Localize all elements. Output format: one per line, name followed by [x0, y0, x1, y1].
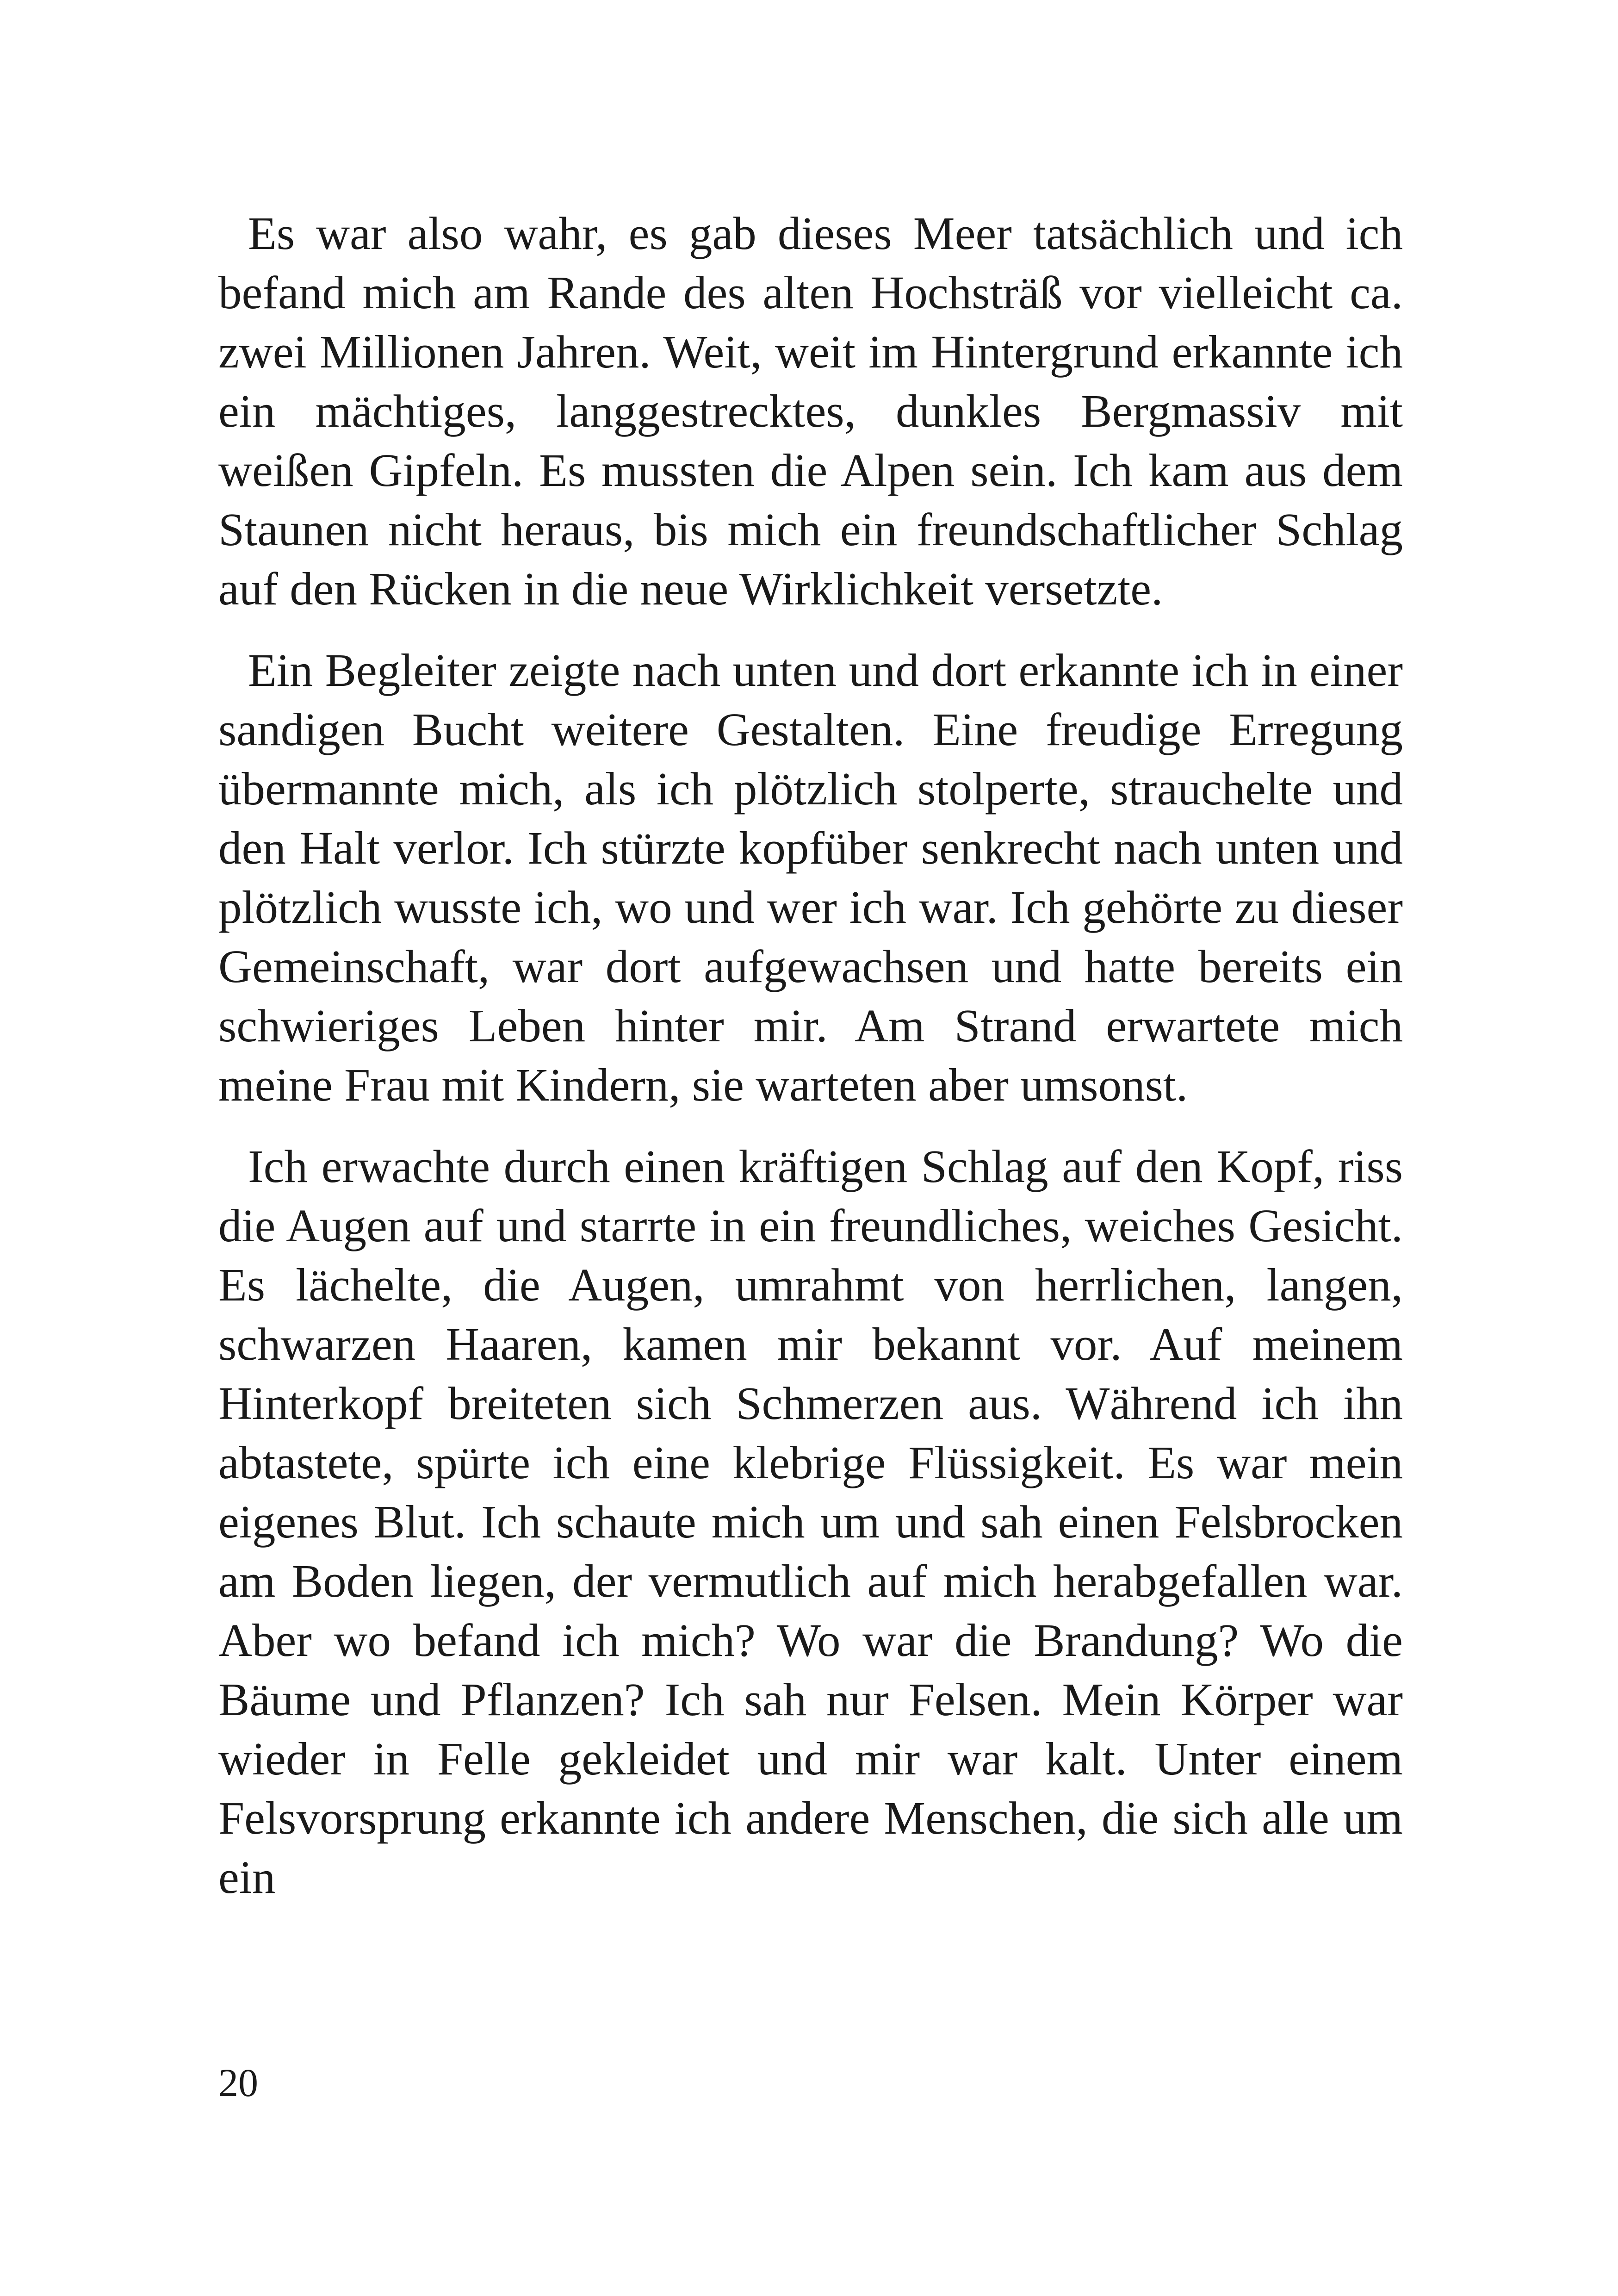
paragraph-1: Es war also wahr, es gab dieses Meer tatsächlich und ich befand mich am Rande des alten Hochsträß vor vielleicht ca. zwei Millionen Jahren. Weit, weit im Hintergrund erkannte ich ein mächtiges, langgestrecktes, dunkles Bergmassiv mit weißen Gipfeln. Es mussten die Alpen sein. Ich kam aus dem Staunen nicht heraus, bis mich ein freundschaftlicher Schlag auf den Rücken in die neue Wirklichkeit versetzte.	[218, 207, 1403, 615]
page-number: 20	[218, 2060, 258, 2105]
body-text	[218, 204, 1403, 1929]
paragraph-3: Ich erwachte durch einen kräftigen Schlag auf den Kopf, riss die Augen auf und starrte in ein freundliches, weiches Gesicht. Es lächelte, die Augen, umrahmt von herrlichen, langen, schwarzen Haaren, kamen mir bekannt vor. Auf meinem Hinterkopf breiteten sich Schmerzen aus. Während ich ihn abtastete, spürte ich eine klebrige Flüssigkeit. Es war mein eigenes Blut. Ich schaute mich um und sah einen Felsbrocken am Boden liegen, der vermutlich auf mich herabgefallen war. Aber wo befand ich mich? Wo war die Brandung? Wo die Bäume und Pflanzen? Ich sah nur Felsen. Mein Körper war wieder in Felle gekleidet und mir war kalt. Unter einem Felsvorsprung erkannte ich andere Menschen, die sich alle um ein	[218, 1140, 1403, 1903]
paragraph-2: Ein Begleiter zeigte nach unten und dort erkannte ich in einer sandigen Bucht weitere Gestalten. Eine freudige Erregung übermannte mich, als ich plötzlich stolperte, strauchelte und den Halt verlor. Ich stürzte kopfüber senkrecht nach unten und plötzlich wusste ich, wo und wer ich war. Ich gehörte zu dieser Gemeinschaft, war dort aufgewachsen und hatte bereits ein schwieriges Leben hinter mir. Am Strand erwartete mich meine Frau mit Kindern, sie warteten aber umsonst.	[218, 644, 1403, 1111]
